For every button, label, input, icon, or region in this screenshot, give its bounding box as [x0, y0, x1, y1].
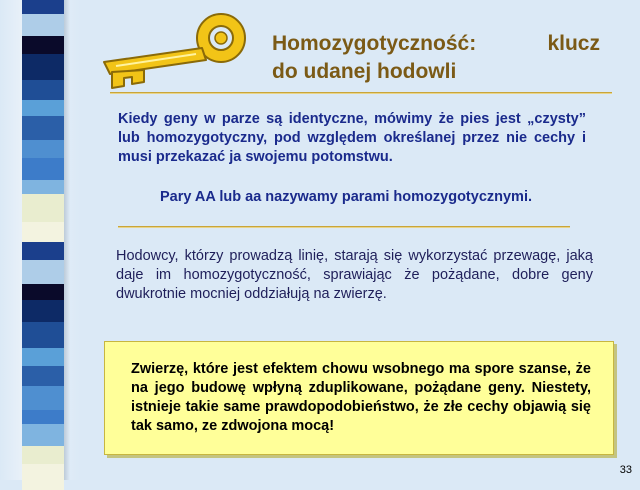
stripe-segment — [22, 386, 64, 410]
stripe-segment — [22, 116, 64, 140]
highlight-box — [104, 341, 614, 455]
stripe-segment — [22, 284, 64, 300]
stripe-segment — [22, 194, 64, 222]
slide-title — [272, 30, 612, 86]
stripe-segment — [22, 14, 64, 36]
key-icon — [98, 10, 250, 96]
stripe-segment — [22, 36, 64, 54]
homozygous-pairs-note: Pary AA lub aa nazywamy parami homozygotycznymi. — [160, 189, 533, 205]
stripe-segment — [22, 0, 64, 14]
stripe-segment — [22, 410, 64, 424]
stripe-segment — [22, 322, 64, 348]
title-line1-part1: Homozygotyczność: — [272, 32, 477, 55]
stripe-segment — [22, 446, 64, 464]
stripe-segment — [22, 260, 64, 284]
title-line1-part2: klucz — [547, 32, 600, 55]
breeders-paragraph: Hodowcy, którzy prowadzą linię, starają się wykorzystać przewagę, jaką daje im homozygotyczność, sprawiając że pożądane, dobre geny dwukrotnie mocniej oddziałują na zwierzę. — [116, 248, 593, 302]
stripe-segment — [22, 158, 64, 180]
stripe-segment — [22, 140, 64, 158]
definition-paragraph: Kiedy geny w parze są identyczne, mówimy że pies jest „czysty” lub homozygotyczny, pod względem określanej przez nie cechy i musi przekazać ja swojemu potomstwu. — [118, 111, 586, 165]
highlight-box-text: Zwierzę, które jest efektem chowu wsobnego ma spore szanse, że na jego budowę wpłyną zduplikowane, pożądane geny. Niestety, istnieje takie same prawdopodobieństwo, że złe cechy objawią się tak samo, ze zdwojona mocą! — [131, 361, 591, 434]
stripe-segment — [22, 366, 64, 386]
page-number: 33 — [619, 464, 632, 476]
left-decorative-stripe — [22, 0, 64, 480]
stripe-segment — [22, 300, 64, 322]
stripe-segment — [22, 100, 64, 116]
title-line2: do udanej hodowli — [272, 60, 457, 83]
stripe-segment — [22, 242, 64, 260]
stripe-segment — [22, 222, 64, 242]
stripe-shadow — [64, 0, 70, 480]
stripe-segment — [22, 464, 64, 490]
stripe-segment — [22, 424, 64, 446]
title-divider — [110, 92, 612, 94]
stripe-segment — [22, 348, 64, 366]
section-divider — [118, 226, 570, 228]
stripe-segment — [22, 180, 64, 194]
stripe-segment — [22, 54, 64, 80]
stripe-segment — [22, 80, 64, 100]
